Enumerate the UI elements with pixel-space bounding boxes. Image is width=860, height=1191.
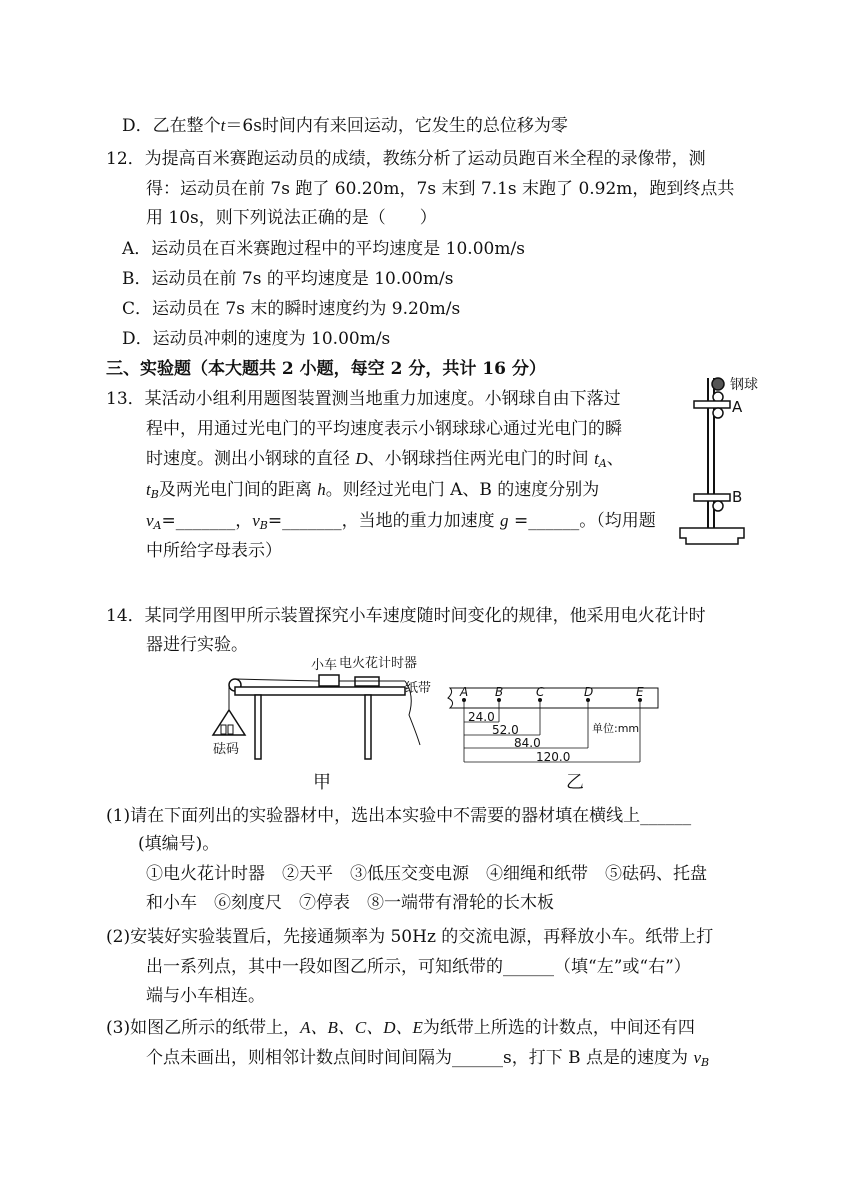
cart-apparatus-figure xyxy=(205,655,432,765)
photogate-stand-figure xyxy=(670,368,800,548)
dim-label-ae: 120.0 xyxy=(536,750,571,764)
q13-line-2: 程中，用通过光电门的平均速度表示小钢球球心通过光电门的瞬 xyxy=(146,419,622,439)
blank-g: =______。（均用题 xyxy=(508,511,656,531)
diameter-symbol: D xyxy=(355,449,368,468)
board-icon xyxy=(235,687,405,695)
stand-base-icon xyxy=(680,528,744,544)
figure-caption-right: 乙 xyxy=(566,772,584,793)
dim-label-ad: 84.0 xyxy=(514,736,541,750)
tape-label: 纸带 xyxy=(405,681,432,696)
paper-tape-figure xyxy=(448,685,668,768)
unit-label: 单位:mm xyxy=(592,722,640,735)
figure-caption-left: 甲 xyxy=(313,772,331,793)
weight-block-1 xyxy=(221,725,226,734)
table-leg-left xyxy=(255,695,261,759)
ball-marker-a2 xyxy=(713,408,723,418)
point-label-e: E xyxy=(636,685,644,699)
point-label-b: B xyxy=(495,685,504,699)
q13-line-4: $t_B$及两光电门间的距离 h。则经过光电门 A、B 的速度分别为 xyxy=(146,480,600,501)
q13-line-6: 中所给字母表示） xyxy=(146,541,282,561)
dim-label-ab: 24.0 xyxy=(468,710,495,724)
time-symbol: t xyxy=(220,116,226,135)
q13-line-3: 时速度。测出小钢球的直径 D、小钢球挡住两光电门的时间 $t_A$、 xyxy=(146,449,624,470)
car-label: 小车 xyxy=(311,658,338,673)
blank-va: =_______， xyxy=(161,511,253,531)
weight-block-2 xyxy=(228,725,233,734)
distance-symbol: h xyxy=(317,480,326,499)
tape-outline xyxy=(448,688,658,708)
q12-line-2: 得：运动员在前 7s 跑了 60.20m，7s 末到 7.1s 末跑了 0.92m，跑到终点共 xyxy=(146,179,735,199)
q12-line-1: 12．为提高百米赛跑运动员的成绩，教练分析了运动员跑百米全程的录像带，测 xyxy=(106,149,706,169)
q14-line-2: 器进行实验。 xyxy=(146,635,248,655)
q13-line-1: 13．某活动小组利用题图装置测当地重力加速度。小钢球自由下落过 xyxy=(106,389,621,409)
part1-line-1: (1)请在下面列出的实验器材中，选出本实验中不需要的器材填在横线上______ xyxy=(106,806,692,826)
point-label-c: C xyxy=(536,685,545,699)
q12-option-d: D．运动员冲刺的速度为 10.00m/s xyxy=(122,329,391,349)
gate-a-label: A xyxy=(732,398,743,416)
string-line xyxy=(235,679,319,681)
option-d-line xyxy=(122,113,568,139)
point-label-a: A xyxy=(460,685,469,699)
part3-line-1: (3)如图乙所示的纸带上，A、B、C、D、E为纸带上所选的计数点，中间还有四 xyxy=(106,1018,695,1038)
part2-line-2: 出一系列点，其中一段如图乙所示，可知纸带的______（填“左”或“右”） xyxy=(146,957,691,977)
q12-option-c: C．运动员在 7s 末的瞬时速度约为 9.20m/s xyxy=(122,299,461,319)
q12-line-3: 用 10s，则下列说法正确的是（ ） xyxy=(146,208,437,228)
cart-icon xyxy=(319,675,339,686)
weight-label: 砝码 xyxy=(213,742,240,757)
gate-b-label: B xyxy=(732,488,743,506)
part2-line-3: 端与小车相连。 xyxy=(146,986,265,1006)
option-d-text: D．乙在整个 xyxy=(122,116,221,136)
option-d-rest: ＝6s时间内有来回运动，它发生的总位移为零 xyxy=(225,116,568,136)
ball-label: 钢球 xyxy=(730,377,758,393)
q14-line-1: 14．某同学用图甲所示装置探究小车速度随时间变化的规律，他采用电火花计时 xyxy=(106,606,706,626)
section-3-heading: 三、实验题（本大题共 2 小题，每空 2 分，共计 16 分） xyxy=(106,359,546,379)
time-a-symbol: t xyxy=(594,449,599,468)
table-leg-right xyxy=(365,695,371,759)
q12-option-a: A．运动员在百米赛跑过程中的平均速度是 10.00m/s xyxy=(122,239,525,259)
dim-label-ac: 52.0 xyxy=(492,723,519,737)
photogate-b-icon xyxy=(694,494,730,501)
photogate-a-icon xyxy=(694,401,730,408)
counting-points-text: A、B、C、D、E xyxy=(300,1018,423,1037)
part3-line-2: 个点未画出，则相邻计数点间时间间隔为______s，打下 B 点是的速度为 $v_B$ xyxy=(146,1048,710,1069)
part2-line-1: (2)安装好实验装置后，先接通频率为 50Hz 的交流电源，再释放小车。纸带上打 xyxy=(106,927,714,947)
q13-line-5: $v_A=\_\_\_\_\_\_\_$，$v_B=\_\_\_\_\_\_\_$，当地的重力加速度 g =______。（均用题 xyxy=(146,511,656,532)
point-label-d: D xyxy=(584,685,594,699)
gravity-symbol: g xyxy=(500,511,509,530)
part1-line-4: 和小车 ⑥刻度尺 ⑦停表 ⑧一端带有滑轮的长木板 xyxy=(146,893,554,913)
part1-line-2: (填编号)。 xyxy=(138,834,220,854)
part1-line-3: ①电火花计时器 ②天平 ③低压交变电源 ④细绳和纸带 ⑤砝码、托盘 xyxy=(146,864,707,884)
steel-ball-icon xyxy=(712,378,724,390)
q12-option-b: B．运动员在前 7s 的平均速度是 10.00m/s xyxy=(122,269,454,289)
timer-label: 电火花计时器 xyxy=(339,656,418,671)
time-b-symbol: t xyxy=(146,480,151,499)
ball-marker-b xyxy=(713,501,723,511)
blank-vb: =_______，当地的重力加速度 xyxy=(267,511,501,531)
